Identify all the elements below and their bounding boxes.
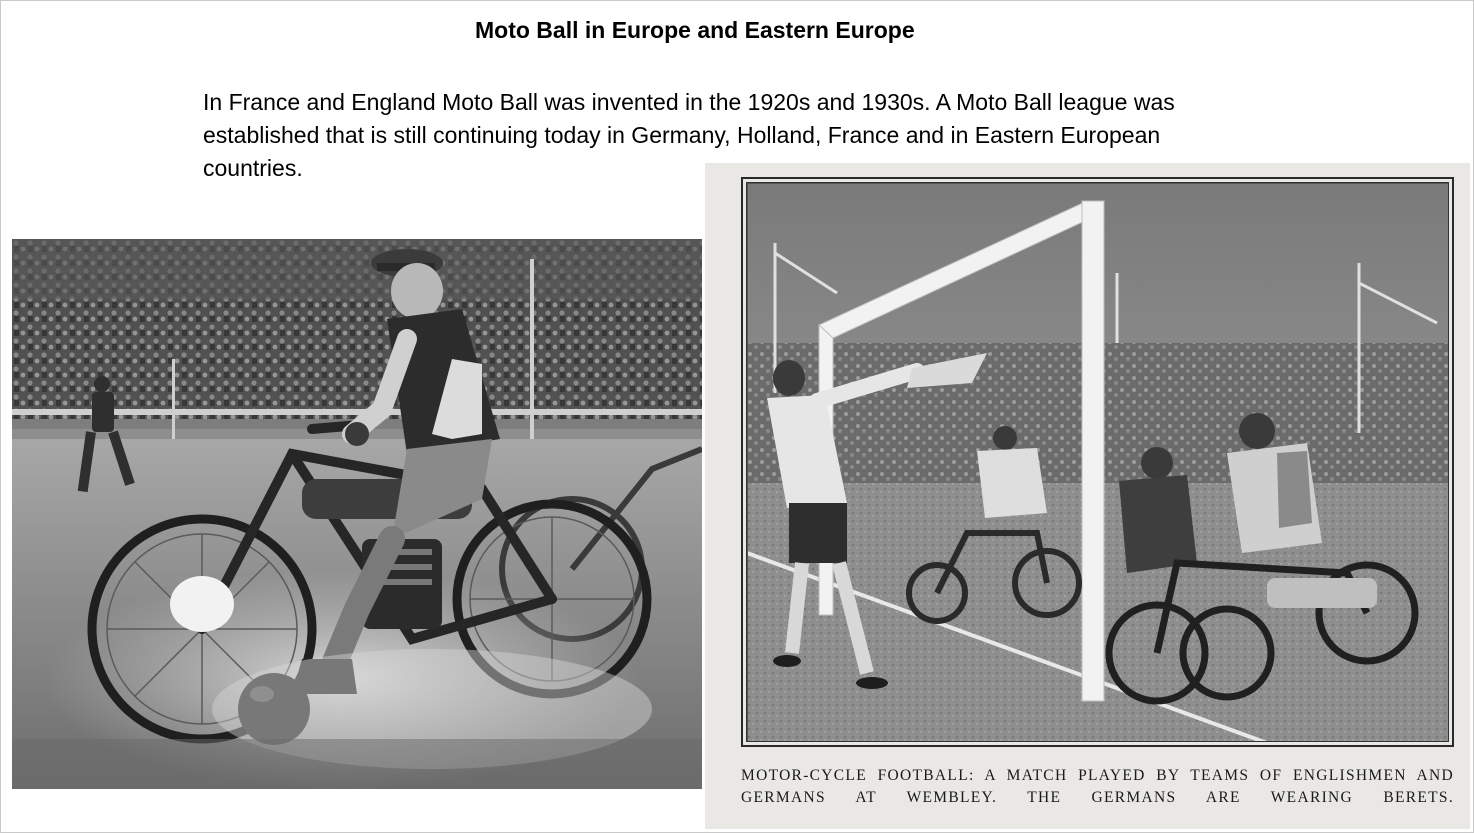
newspaper-clipping [705, 163, 1470, 829]
motoball-rider-photo [12, 239, 702, 789]
clipping-caption: MOTOR-CYCLE FOOTBALL: A MATCH PLAYED BY TEAMS OF ENGLISHMEN AND GERMANS AT WEMBLEY. THE GERMANS ARE WEARING BERETS. [741, 767, 1454, 806]
wembley-match-illustration [747, 183, 1449, 742]
slide-title: Moto Ball in Europe and Eastern Europe [475, 17, 915, 43]
intro-paragraph: In France and England Moto Ball was invented in the 1920s and 1930s. A Moto Ball league was established that is still continuing today in Germany, Holland, France and in Eastern European countries. [203, 89, 1175, 181]
motoball-rider-illustration [12, 239, 702, 789]
clipping-photo-frame [741, 177, 1454, 747]
